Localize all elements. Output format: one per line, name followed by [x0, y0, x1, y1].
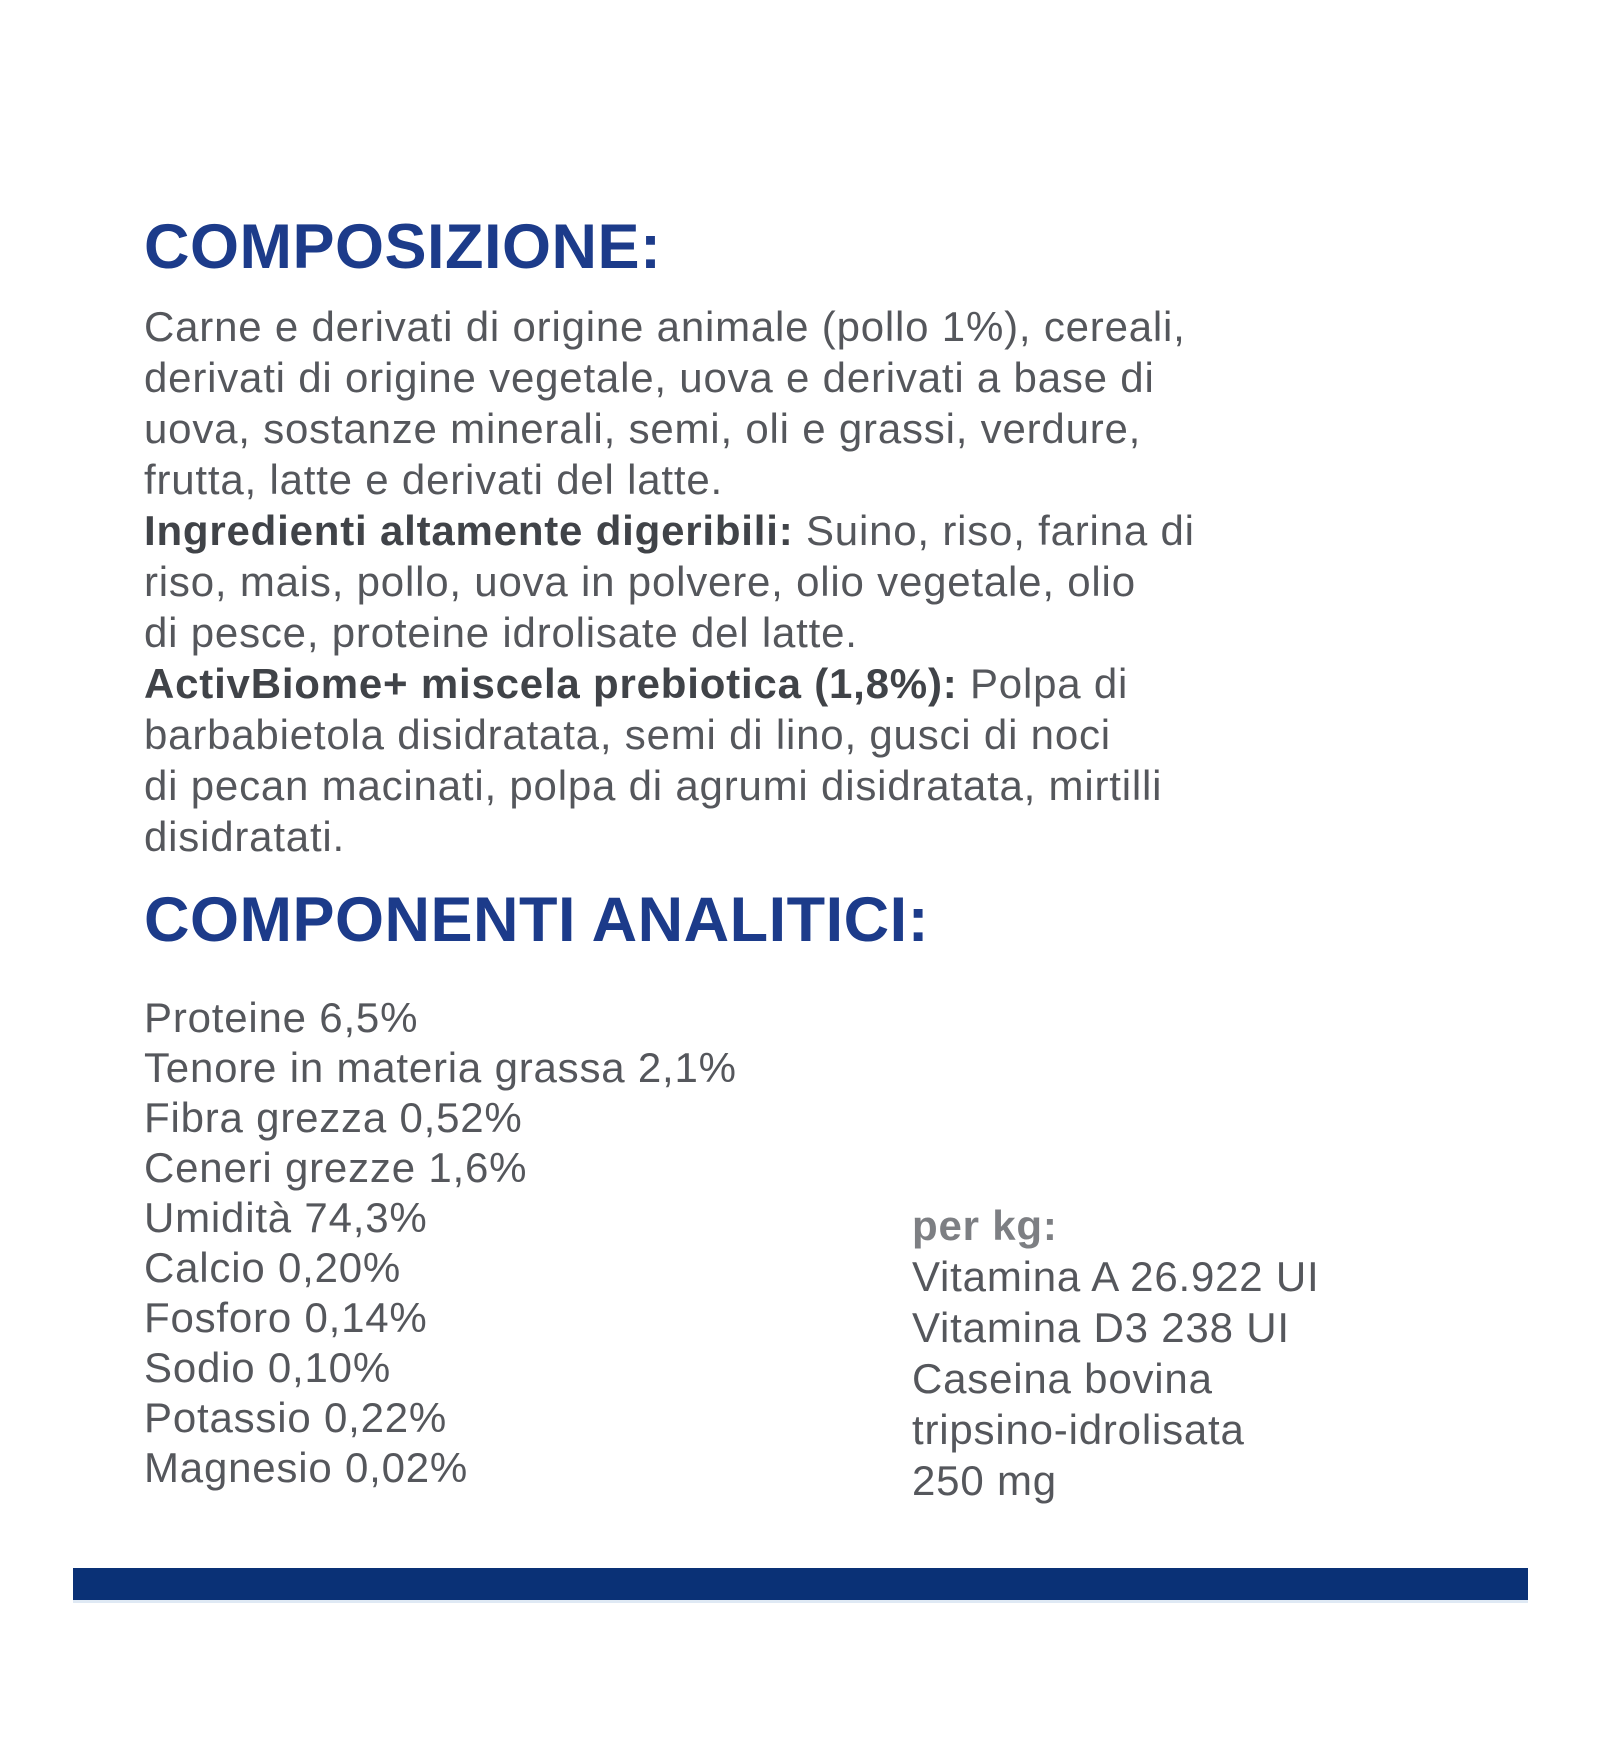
- composition-text: [144, 301, 1195, 862]
- per-kg-item: 250 mg: [912, 1457, 1057, 1504]
- analytical-values-list: [144, 993, 737, 1493]
- per-kg-values-list: [912, 1251, 1320, 1506]
- analytical-item: Ceneri grezze 1,6%: [144, 1144, 528, 1191]
- per-kg-item: Caseina bovina: [912, 1355, 1213, 1402]
- analytical-item: Sodio 0,10%: [144, 1344, 391, 1391]
- composition-line: derivati di origine vegetale, uova e derivati a base di: [144, 354, 1155, 401]
- composition-line: riso, mais, pollo, uova in polvere, olio vegetale, olio: [144, 558, 1136, 605]
- per-kg-item: tripsino-idrolisata: [912, 1406, 1245, 1453]
- composition-line: ActivBiome+ miscela prebiotica (1,8%): Polpa di: [144, 660, 1129, 707]
- analytical-item: Fosforo 0,14%: [144, 1294, 428, 1341]
- composition-line: Ingredienti altamente digeribili: Suino, riso, farina di: [144, 507, 1195, 554]
- footer-divider-bar: [73, 1568, 1528, 1603]
- composition-line: Carne e derivati di origine animale (pollo 1%), cereali,: [144, 303, 1186, 350]
- per-kg-item: Vitamina D3 238 UI: [912, 1304, 1290, 1351]
- analytical-item: Magnesio 0,02%: [144, 1444, 469, 1491]
- analytical-item: Calcio 0,20%: [144, 1244, 402, 1291]
- composition-line: uova, sostanze minerali, semi, oli e grassi, verdure,: [144, 405, 1142, 452]
- composition-line: disidratati.: [144, 813, 346, 860]
- analytical-item: Tenore in materia grassa 2,1%: [144, 1044, 737, 1091]
- composition-line: barbabietola disidratata, semi di lino, gusci di noci: [144, 711, 1111, 758]
- per-kg-label: per kg:: [912, 1202, 1058, 1249]
- per-kg-item: Vitamina A 26.922 UI: [912, 1253, 1320, 1300]
- analytical-components-heading: COMPONENTI ANALITICI:: [144, 885, 930, 955]
- analytical-item: Proteine 6,5%: [144, 994, 419, 1041]
- composition-line: di pesce, proteine idrolisate del latte.: [144, 609, 858, 656]
- composition-heading: COMPOSIZIONE:: [144, 212, 662, 282]
- per-kg-section: [912, 1200, 1320, 1506]
- composition-line: di pecan macinati, polpa di agrumi disidratata, mirtilli: [144, 762, 1163, 809]
- composition-line: frutta, latte e derivati del latte.: [144, 456, 723, 503]
- analytical-item: Umidità 74,3%: [144, 1194, 428, 1241]
- analytical-item: Fibra grezza 0,52%: [144, 1094, 523, 1141]
- analytical-item: Potassio 0,22%: [144, 1394, 448, 1441]
